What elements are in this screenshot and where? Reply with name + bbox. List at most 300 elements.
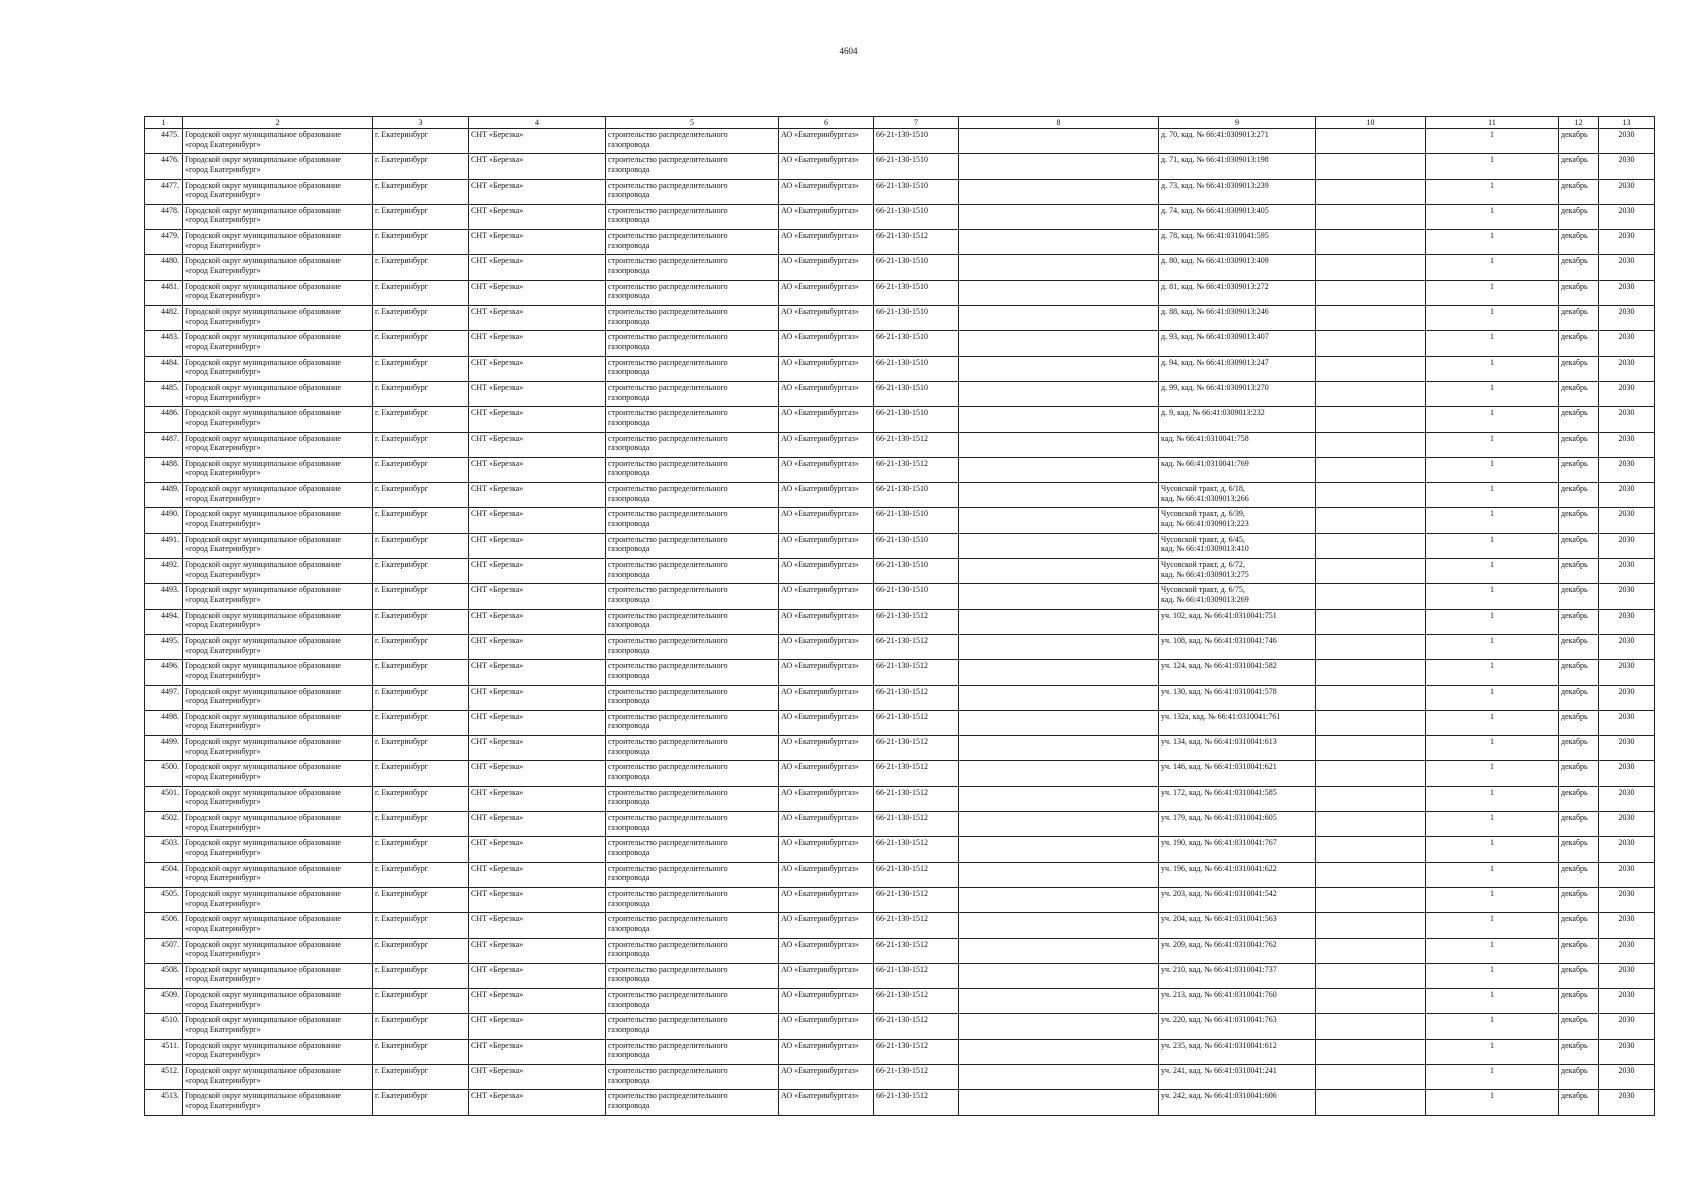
operator-cell: АО «Екатеринбурггаз» <box>779 331 874 356</box>
empty-cell-8 <box>959 609 1159 634</box>
column-header: 6 <box>779 117 874 129</box>
empty-cell-10 <box>1316 483 1426 508</box>
empty-cell-10 <box>1316 786 1426 811</box>
empty-cell-8 <box>959 280 1159 305</box>
empty-cell-8 <box>959 938 1159 963</box>
table-row <box>145 280 1655 305</box>
city-cell: г. Екатеринбург <box>373 280 469 305</box>
work-type-cell: строительство распределительного газопровода <box>606 609 779 634</box>
empty-cell-10 <box>1316 837 1426 862</box>
quantity-cell: 1 <box>1426 761 1559 786</box>
code-cell: 66-21-130-1512 <box>874 660 959 685</box>
snt-cell: СНТ «Березка» <box>469 381 606 406</box>
month-cell: декабрь <box>1559 356 1599 381</box>
row-number: 4511. <box>145 1039 183 1064</box>
empty-cell-8 <box>959 1014 1159 1039</box>
year-cell: 2030 <box>1599 913 1655 938</box>
code-cell: 66-21-130-1510 <box>874 129 959 154</box>
snt-cell: СНТ «Березка» <box>469 963 606 988</box>
municipality-cell: Городской округ муниципальное образование «город Екатеринбург» <box>183 887 373 912</box>
address-cell: Чусовской тракт, д. 6/75, кад. № 66:41:0309013:269 <box>1159 584 1316 609</box>
column-header: 11 <box>1426 117 1559 129</box>
year-cell: 2030 <box>1599 230 1655 255</box>
municipality-cell: Городской округ муниципальное образование «город Екатеринбург» <box>183 1039 373 1064</box>
quantity-cell: 1 <box>1426 280 1559 305</box>
column-header: 4 <box>469 117 606 129</box>
operator-cell: АО «Екатеринбурггаз» <box>779 736 874 761</box>
year-cell: 2030 <box>1599 1039 1655 1064</box>
table-row <box>145 938 1655 963</box>
operator-cell: АО «Екатеринбурггаз» <box>779 129 874 154</box>
month-cell: декабрь <box>1559 989 1599 1014</box>
snt-cell: СНТ «Березка» <box>469 887 606 912</box>
empty-cell-10 <box>1316 129 1426 154</box>
address-cell: кад. № 66:41:0310041:758 <box>1159 432 1316 457</box>
operator-cell: АО «Екатеринбурггаз» <box>779 533 874 558</box>
address-cell: уч. 210, кад. № 66:41:0310041:737 <box>1159 963 1316 988</box>
month-cell: декабрь <box>1559 508 1599 533</box>
year-cell: 2030 <box>1599 584 1655 609</box>
row-number: 4502. <box>145 812 183 837</box>
address-cell: д. 94, кад. № 66:41:0309013:247 <box>1159 356 1316 381</box>
row-number: 4504. <box>145 862 183 887</box>
month-cell: декабрь <box>1559 407 1599 432</box>
column-header: 3 <box>373 117 469 129</box>
quantity-cell: 1 <box>1426 179 1559 204</box>
operator-cell: АО «Екатеринбурггаз» <box>779 685 874 710</box>
operator-cell: АО «Екатеринбурггаз» <box>779 989 874 1014</box>
month-cell: декабрь <box>1559 154 1599 179</box>
snt-cell: СНТ «Березка» <box>469 710 606 735</box>
empty-cell-8 <box>959 356 1159 381</box>
municipality-cell: Городской округ муниципальное образование «город Екатеринбург» <box>183 407 373 432</box>
empty-cell-10 <box>1316 1064 1426 1089</box>
snt-cell: СНТ «Березка» <box>469 508 606 533</box>
address-cell: д. 78, кад. № 66:41:0310041:595 <box>1159 230 1316 255</box>
snt-cell: СНТ «Березка» <box>469 280 606 305</box>
operator-cell: АО «Екатеринбурггаз» <box>779 963 874 988</box>
city-cell: г. Екатеринбург <box>373 584 469 609</box>
operator-cell: АО «Екатеринбурггаз» <box>779 204 874 229</box>
quantity-cell: 1 <box>1426 331 1559 356</box>
code-cell: 66-21-130-1512 <box>874 887 959 912</box>
snt-cell: СНТ «Березка» <box>469 1064 606 1089</box>
row-number: 4501. <box>145 786 183 811</box>
year-cell: 2030 <box>1599 634 1655 659</box>
row-number: 4508. <box>145 963 183 988</box>
row-number: 4499. <box>145 736 183 761</box>
snt-cell: СНТ «Березка» <box>469 786 606 811</box>
month-cell: декабрь <box>1559 1064 1599 1089</box>
snt-cell: СНТ «Березка» <box>469 533 606 558</box>
year-cell: 2030 <box>1599 786 1655 811</box>
code-cell: 66-21-130-1510 <box>874 381 959 406</box>
work-type-cell: строительство распределительного газопровода <box>606 204 779 229</box>
table-row <box>145 483 1655 508</box>
row-number: 4495. <box>145 634 183 659</box>
empty-cell-10 <box>1316 963 1426 988</box>
table-row <box>145 609 1655 634</box>
work-type-cell: строительство распределительного газопровода <box>606 179 779 204</box>
month-cell: декабрь <box>1559 963 1599 988</box>
code-cell: 66-21-130-1512 <box>874 685 959 710</box>
empty-cell-10 <box>1316 685 1426 710</box>
empty-cell-10 <box>1316 862 1426 887</box>
municipality-cell: Городской округ муниципальное образование «город Екатеринбург» <box>183 331 373 356</box>
empty-cell-8 <box>959 407 1159 432</box>
row-number: 4484. <box>145 356 183 381</box>
address-cell: уч. 235, кад. № 66:41:0310041:612 <box>1159 1039 1316 1064</box>
address-cell: д. 81, кад. № 66:41:0309013:272 <box>1159 280 1316 305</box>
quantity-cell: 1 <box>1426 938 1559 963</box>
operator-cell: АО «Екатеринбурггаз» <box>779 660 874 685</box>
address-cell: д. 88, кад. № 66:41:0309013:246 <box>1159 306 1316 331</box>
code-cell: 66-21-130-1512 <box>874 710 959 735</box>
quantity-cell: 1 <box>1426 432 1559 457</box>
row-number: 4505. <box>145 887 183 912</box>
operator-cell: АО «Екатеринбурггаз» <box>779 381 874 406</box>
month-cell: декабрь <box>1559 584 1599 609</box>
year-cell: 2030 <box>1599 306 1655 331</box>
table-row <box>145 685 1655 710</box>
snt-cell: СНТ «Березка» <box>469 938 606 963</box>
city-cell: г. Екатеринбург <box>373 963 469 988</box>
table-row <box>145 179 1655 204</box>
empty-cell-10 <box>1316 179 1426 204</box>
city-cell: г. Екатеринбург <box>373 660 469 685</box>
code-cell: 66-21-130-1510 <box>874 255 959 280</box>
work-type-cell: строительство распределительного газопровода <box>606 457 779 482</box>
month-cell: декабрь <box>1559 483 1599 508</box>
operator-cell: АО «Екатеринбурггаз» <box>779 862 874 887</box>
address-cell: уч. 213, кад. № 66:41:0310041:760 <box>1159 989 1316 1014</box>
municipality-cell: Городской округ муниципальное образование «город Екатеринбург» <box>183 584 373 609</box>
work-type-cell: строительство распределительного газопровода <box>606 508 779 533</box>
table-row <box>145 736 1655 761</box>
municipality-cell: Городской округ муниципальное образование «город Екатеринбург» <box>183 533 373 558</box>
municipality-cell: Городской округ муниципальное образование «город Екатеринбург» <box>183 255 373 280</box>
row-number: 4487. <box>145 432 183 457</box>
month-cell: декабрь <box>1559 837 1599 862</box>
empty-cell-10 <box>1316 736 1426 761</box>
city-cell: г. Екатеринбург <box>373 1090 469 1115</box>
table-row <box>145 887 1655 912</box>
empty-cell-8 <box>959 230 1159 255</box>
year-cell: 2030 <box>1599 381 1655 406</box>
address-cell: уч. 134, кад. № 66:41:0310041:613 <box>1159 736 1316 761</box>
quantity-cell: 1 <box>1426 736 1559 761</box>
work-type-cell: строительство распределительного газопровода <box>606 331 779 356</box>
quantity-cell: 1 <box>1426 356 1559 381</box>
address-cell: уч. 190, кад. № 66:41:0310041:767 <box>1159 837 1316 862</box>
quantity-cell: 1 <box>1426 963 1559 988</box>
table-row <box>145 407 1655 432</box>
municipality-cell: Городской округ муниципальное образование «город Екатеринбург» <box>183 381 373 406</box>
quantity-cell: 1 <box>1426 634 1559 659</box>
quantity-cell: 1 <box>1426 483 1559 508</box>
month-cell: декабрь <box>1559 280 1599 305</box>
column-header: 1 <box>145 117 183 129</box>
table-row <box>145 255 1655 280</box>
city-cell: г. Екатеринбург <box>373 685 469 710</box>
empty-cell-8 <box>959 660 1159 685</box>
empty-cell-10 <box>1316 204 1426 229</box>
address-cell: Чусовской тракт, д. 6/72, кад. № 66:41:0309013:275 <box>1159 559 1316 584</box>
work-type-cell: строительство распределительного газопровода <box>606 559 779 584</box>
address-cell: уч. 220, кад. № 66:41:0310041:763 <box>1159 1014 1316 1039</box>
snt-cell: СНТ «Березка» <box>469 862 606 887</box>
code-cell: 66-21-130-1510 <box>874 407 959 432</box>
operator-cell: АО «Екатеринбурггаз» <box>779 432 874 457</box>
empty-cell-10 <box>1316 812 1426 837</box>
column-header: 5 <box>606 117 779 129</box>
address-cell: д. 80, кад. № 66:41:0309013:409 <box>1159 255 1316 280</box>
address-cell: уч. 203, кад. № 66:41:0310041:542 <box>1159 887 1316 912</box>
row-number: 4507. <box>145 938 183 963</box>
table-row <box>145 204 1655 229</box>
empty-cell-8 <box>959 913 1159 938</box>
empty-cell-10 <box>1316 1039 1426 1064</box>
address-cell: д. 9, кад. № 66:41:0309013:232 <box>1159 407 1316 432</box>
work-type-cell: строительство распределительного газопровода <box>606 1090 779 1115</box>
address-cell: Чусовской тракт, д. 6/45, кад. № 66:41:0309013:410 <box>1159 533 1316 558</box>
year-cell: 2030 <box>1599 837 1655 862</box>
address-cell: уч. 102, кад. № 66:41:0310041:751 <box>1159 609 1316 634</box>
municipality-cell: Городской округ муниципальное образование «город Екатеринбург» <box>183 129 373 154</box>
year-cell: 2030 <box>1599 1014 1655 1039</box>
quantity-cell: 1 <box>1426 862 1559 887</box>
operator-cell: АО «Екатеринбурггаз» <box>779 306 874 331</box>
municipality-cell: Городской округ муниципальное образование «город Екатеринбург» <box>183 1090 373 1115</box>
city-cell: г. Екатеринбург <box>373 331 469 356</box>
address-cell: уч. 204, кад. № 66:41:0310041:563 <box>1159 913 1316 938</box>
month-cell: декабрь <box>1559 1039 1599 1064</box>
month-cell: декабрь <box>1559 559 1599 584</box>
city-cell: г. Екатеринбург <box>373 786 469 811</box>
municipality-cell: Городской округ муниципальное образование «город Екатеринбург» <box>183 179 373 204</box>
column-header: 8 <box>959 117 1159 129</box>
row-number: 4488. <box>145 457 183 482</box>
year-cell: 2030 <box>1599 331 1655 356</box>
operator-cell: АО «Екатеринбурггаз» <box>779 407 874 432</box>
empty-cell-10 <box>1316 280 1426 305</box>
month-cell: декабрь <box>1559 1090 1599 1115</box>
month-cell: декабрь <box>1559 331 1599 356</box>
quantity-cell: 1 <box>1426 812 1559 837</box>
address-cell: д. 70, кад. № 66:41:0309013:271 <box>1159 129 1316 154</box>
work-type-cell: строительство распределительного газопровода <box>606 407 779 432</box>
operator-cell: АО «Екатеринбурггаз» <box>779 812 874 837</box>
empty-cell-10 <box>1316 533 1426 558</box>
snt-cell: СНТ «Березка» <box>469 736 606 761</box>
address-cell: д. 71, кад. № 66:41:0309013:198 <box>1159 154 1316 179</box>
city-cell: г. Екатеринбург <box>373 255 469 280</box>
month-cell: декабрь <box>1559 761 1599 786</box>
row-number: 4486. <box>145 407 183 432</box>
table-row <box>145 634 1655 659</box>
row-number: 4493. <box>145 584 183 609</box>
city-cell: г. Екатеринбург <box>373 837 469 862</box>
address-cell: уч. 241, кад. № 66:41:0310041:241 <box>1159 1064 1316 1089</box>
empty-cell-8 <box>959 862 1159 887</box>
municipality-cell: Городской округ муниципальное образование «город Екатеринбург» <box>183 230 373 255</box>
row-number: 4480. <box>145 255 183 280</box>
work-type-cell: строительство распределительного газопровода <box>606 710 779 735</box>
empty-cell-10 <box>1316 432 1426 457</box>
city-cell: г. Екатеринбург <box>373 913 469 938</box>
month-cell: декабрь <box>1559 609 1599 634</box>
empty-cell-10 <box>1316 1014 1426 1039</box>
municipality-cell: Городской округ муниципальное образование «город Екатеринбург» <box>183 432 373 457</box>
year-cell: 2030 <box>1599 989 1655 1014</box>
table-row <box>145 1064 1655 1089</box>
year-cell: 2030 <box>1599 508 1655 533</box>
snt-cell: СНТ «Березка» <box>469 356 606 381</box>
empty-cell-8 <box>959 508 1159 533</box>
year-cell: 2030 <box>1599 356 1655 381</box>
empty-cell-10 <box>1316 761 1426 786</box>
city-cell: г. Екатеринбург <box>373 129 469 154</box>
empty-cell-10 <box>1316 356 1426 381</box>
address-cell: Чусовской тракт, д. 6/39, кад. № 66:41:0309013:223 <box>1159 508 1316 533</box>
snt-cell: СНТ «Березка» <box>469 457 606 482</box>
snt-cell: СНТ «Березка» <box>469 812 606 837</box>
code-cell: 66-21-130-1512 <box>874 786 959 811</box>
header-row <box>145 117 1655 129</box>
quantity-cell: 1 <box>1426 559 1559 584</box>
empty-cell-8 <box>959 887 1159 912</box>
quantity-cell: 1 <box>1426 660 1559 685</box>
month-cell: декабрь <box>1559 129 1599 154</box>
year-cell: 2030 <box>1599 457 1655 482</box>
empty-cell-8 <box>959 129 1159 154</box>
row-number: 4503. <box>145 837 183 862</box>
empty-cell-8 <box>959 559 1159 584</box>
operator-cell: АО «Екатеринбурггаз» <box>779 938 874 963</box>
work-type-cell: строительство распределительного газопровода <box>606 356 779 381</box>
empty-cell-8 <box>959 584 1159 609</box>
code-cell: 66-21-130-1512 <box>874 1064 959 1089</box>
snt-cell: СНТ «Березка» <box>469 331 606 356</box>
empty-cell-10 <box>1316 331 1426 356</box>
table-row <box>145 963 1655 988</box>
work-type-cell: строительство распределительного газопровода <box>606 230 779 255</box>
snt-cell: СНТ «Березка» <box>469 609 606 634</box>
row-number: 4491. <box>145 533 183 558</box>
month-cell: декабрь <box>1559 432 1599 457</box>
operator-cell: АО «Екатеринбурггаз» <box>779 356 874 381</box>
code-cell: 66-21-130-1512 <box>874 457 959 482</box>
code-cell: 66-21-130-1510 <box>874 179 959 204</box>
city-cell: г. Екатеринбург <box>373 1014 469 1039</box>
empty-cell-8 <box>959 331 1159 356</box>
year-cell: 2030 <box>1599 660 1655 685</box>
quantity-cell: 1 <box>1426 129 1559 154</box>
code-cell: 66-21-130-1510 <box>874 559 959 584</box>
snt-cell: СНТ «Березка» <box>469 204 606 229</box>
operator-cell: АО «Екатеринбурггаз» <box>779 1014 874 1039</box>
snt-cell: СНТ «Березка» <box>469 255 606 280</box>
year-cell: 2030 <box>1599 710 1655 735</box>
snt-cell: СНТ «Березка» <box>469 761 606 786</box>
year-cell: 2030 <box>1599 407 1655 432</box>
city-cell: г. Екатеринбург <box>373 609 469 634</box>
month-cell: декабрь <box>1559 710 1599 735</box>
month-cell: декабрь <box>1559 786 1599 811</box>
empty-cell-10 <box>1316 508 1426 533</box>
work-type-cell: строительство распределительного газопровода <box>606 660 779 685</box>
code-cell: 66-21-130-1512 <box>874 432 959 457</box>
municipality-cell: Городской округ муниципальное образование «город Екатеринбург» <box>183 837 373 862</box>
empty-cell-8 <box>959 736 1159 761</box>
table-row <box>145 1039 1655 1064</box>
quantity-cell: 1 <box>1426 457 1559 482</box>
table-row <box>145 331 1655 356</box>
operator-cell: АО «Екатеринбурггаз» <box>779 887 874 912</box>
code-cell: 66-21-130-1510 <box>874 204 959 229</box>
work-type-cell: строительство распределительного газопровода <box>606 1039 779 1064</box>
operator-cell: АО «Екатеринбурггаз» <box>779 483 874 508</box>
code-cell: 66-21-130-1512 <box>874 761 959 786</box>
month-cell: декабрь <box>1559 887 1599 912</box>
city-cell: г. Екатеринбург <box>373 559 469 584</box>
table-row <box>145 154 1655 179</box>
code-cell: 66-21-130-1510 <box>874 483 959 508</box>
code-cell: 66-21-130-1510 <box>874 331 959 356</box>
month-cell: декабрь <box>1559 1014 1599 1039</box>
table-row <box>145 533 1655 558</box>
month-cell: декабрь <box>1559 812 1599 837</box>
code-cell: 66-21-130-1512 <box>874 862 959 887</box>
work-type-cell: строительство распределительного газопровода <box>606 381 779 406</box>
operator-cell: АО «Екатеринбурггаз» <box>779 837 874 862</box>
row-number: 4477. <box>145 179 183 204</box>
code-cell: 66-21-130-1512 <box>874 609 959 634</box>
quantity-cell: 1 <box>1426 381 1559 406</box>
table-row <box>145 786 1655 811</box>
quantity-cell: 1 <box>1426 508 1559 533</box>
quantity-cell: 1 <box>1426 609 1559 634</box>
empty-cell-8 <box>959 1039 1159 1064</box>
city-cell: г. Екатеринбург <box>373 483 469 508</box>
operator-cell: АО «Екатеринбурггаз» <box>779 154 874 179</box>
year-cell: 2030 <box>1599 483 1655 508</box>
code-cell: 66-21-130-1510 <box>874 154 959 179</box>
table-row <box>145 230 1655 255</box>
city-cell: г. Екатеринбург <box>373 179 469 204</box>
row-number: 4500. <box>145 761 183 786</box>
operator-cell: АО «Екатеринбурггаз» <box>779 1039 874 1064</box>
empty-cell-8 <box>959 457 1159 482</box>
empty-cell-10 <box>1316 407 1426 432</box>
municipality-cell: Городской округ муниципальное образование «город Екатеринбург» <box>183 660 373 685</box>
municipality-cell: Городской округ муниципальное образование «город Екатеринбург» <box>183 938 373 963</box>
municipality-cell: Городской округ муниципальное образование «город Екатеринбург» <box>183 483 373 508</box>
code-cell: 66-21-130-1512 <box>874 837 959 862</box>
address-cell: д. 99, кад. № 66:41:0309013:270 <box>1159 381 1316 406</box>
code-cell: 66-21-130-1512 <box>874 989 959 1014</box>
snt-cell: СНТ «Березка» <box>469 230 606 255</box>
year-cell: 2030 <box>1599 812 1655 837</box>
table-row <box>145 432 1655 457</box>
column-header: 7 <box>874 117 959 129</box>
municipality-cell: Городской округ муниципальное образование «город Екатеринбург» <box>183 457 373 482</box>
work-type-cell: строительство распределительного газопровода <box>606 938 779 963</box>
code-cell: 66-21-130-1512 <box>874 634 959 659</box>
work-type-cell: строительство распределительного газопровода <box>606 306 779 331</box>
table-row <box>145 660 1655 685</box>
code-cell: 66-21-130-1512 <box>874 1039 959 1064</box>
